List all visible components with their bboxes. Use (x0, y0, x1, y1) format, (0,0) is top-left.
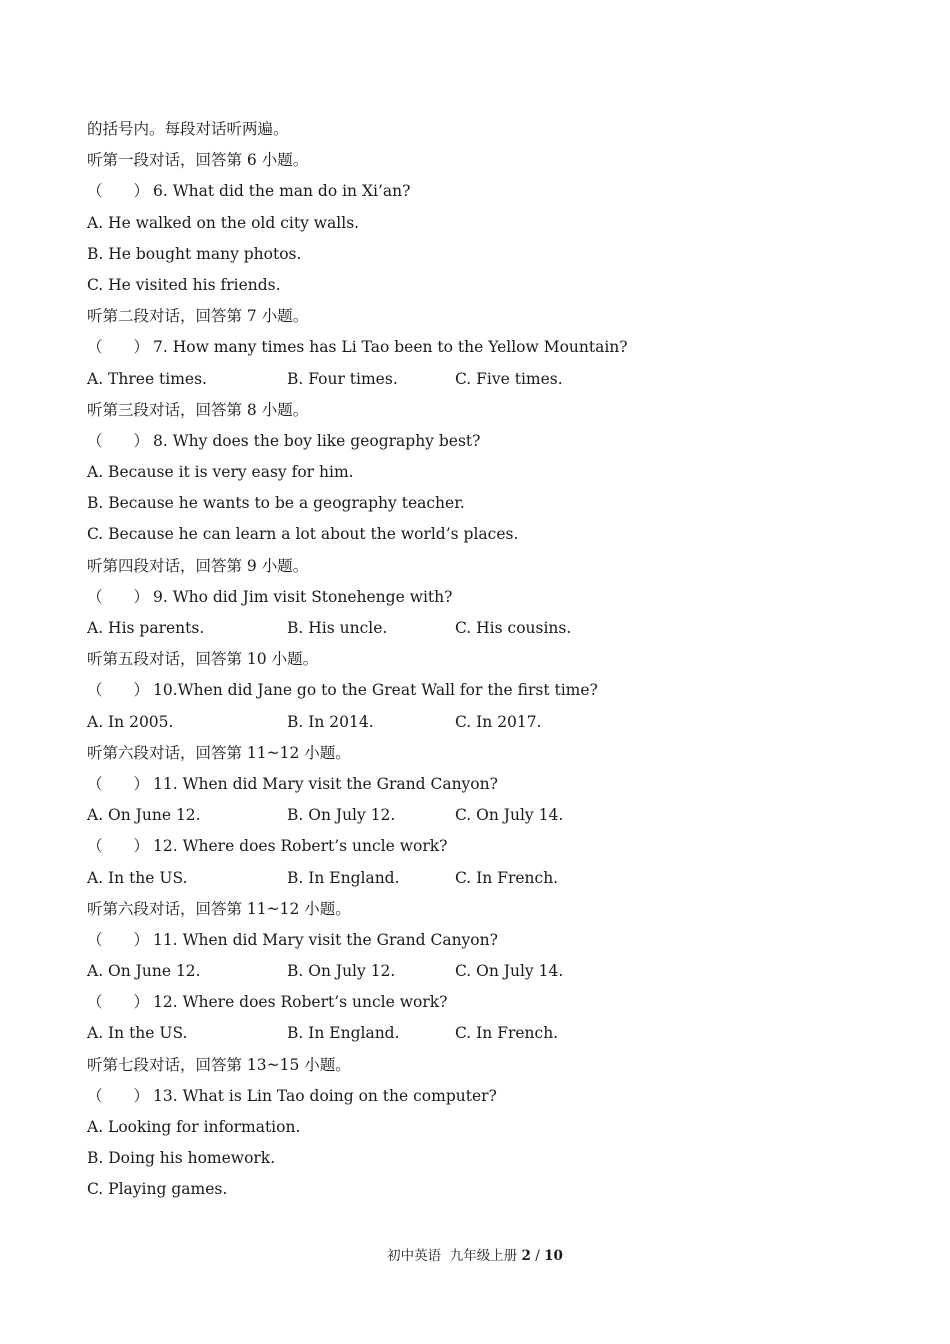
text-line: A. Because it is very easy for him. (87, 463, 354, 482)
text-line: 听第四段对话，回答第 9 小题。 (87, 556, 309, 575)
option-a: A. Three times. (87, 369, 207, 388)
question-line (87, 831, 887, 862)
footer-page-number: 2 (521, 1248, 531, 1264)
text-line: 听第二段对话，回答第 7 小题。 (87, 307, 309, 326)
footer-total-pages: 10 (544, 1248, 563, 1264)
option-c: C. In 2017. (455, 712, 542, 731)
question-text: 6. What did the man do in Xi’an? (153, 182, 411, 201)
text-line: B. Because he wants to be a geography teacher. (87, 494, 465, 513)
question-text: 7. How many times has Li Tao been to the Yellow Mountain? (153, 338, 628, 357)
option-b: B. In England. (287, 1024, 400, 1043)
option-a: A. In the US. (87, 868, 188, 887)
text-line: 听第三段对话，回答第 8 小题。 (87, 400, 309, 419)
text-line: C. He visited his friends. (87, 275, 281, 294)
question-line (87, 987, 887, 1018)
text-line: C. Playing games. (87, 1180, 228, 1199)
answer-bracket: （ ） (87, 993, 150, 1012)
option-a: A. In 2005. (87, 712, 174, 731)
options-line (87, 613, 887, 644)
question-text: 11. When did Mary visit the Grand Canyon? (153, 930, 498, 949)
text-line: B. He bought many photos. (87, 244, 302, 263)
footer-grade: 九年级上册 (449, 1248, 518, 1264)
option-b: B. On July 12. (287, 806, 396, 825)
answer-bracket: （ ） (87, 587, 150, 606)
option-c: C. On July 14. (455, 806, 564, 825)
answer-bracket: （ ） (87, 1086, 150, 1105)
options-line (87, 1018, 887, 1049)
option-a: A. On June 12. (87, 962, 201, 981)
question-line (87, 176, 887, 207)
text-line: 听第六段对话，回答第 11~12 小题。 (87, 899, 351, 918)
option-c: C. Five times. (455, 369, 563, 388)
text-line: A. He walked on the old city walls. (87, 213, 360, 232)
question-line (87, 332, 887, 363)
answer-bracket: （ ） (87, 338, 150, 357)
answer-bracket: （ ） (87, 774, 150, 793)
option-a: A. His parents. (87, 619, 205, 637)
question-line (87, 675, 887, 706)
question-text: 8. Why does the boy like geography best? (153, 431, 481, 450)
question-text: 12. Where does Robert’s uncle work? (153, 993, 448, 1012)
option-b: B. Four times. (287, 369, 398, 388)
document-content (87, 114, 887, 1206)
question-text: 9. Who did Jim visit Stonehenge with? (153, 587, 453, 606)
answer-bracket: （ ） (87, 837, 150, 856)
question-line (87, 426, 887, 457)
question-line (87, 925, 887, 956)
option-b: B. In 2014. (287, 712, 374, 731)
option-b: B. On July 12. (287, 962, 396, 981)
options-line (87, 364, 887, 395)
text-line: 听第一段对话，回答第 6 小题。 (87, 151, 309, 170)
option-c: C. In French. (455, 868, 559, 887)
text-line: 的括号内。每段对话听两遍。 (87, 120, 289, 138)
options-line (87, 863, 887, 894)
options-line (87, 800, 887, 831)
option-a: A. On June 12. (87, 806, 201, 825)
footer-subject: 初中英语 (387, 1248, 442, 1264)
option-c: C. In French. (455, 1024, 559, 1043)
option-c: C. His cousins. (455, 619, 572, 637)
question-text: 12. Where does Robert’s uncle work? (153, 837, 448, 856)
text-line: 听第六段对话，回答第 11~12 小题。 (87, 743, 351, 762)
text-line: C. Because he can learn a lot about the world’s places. (87, 525, 519, 544)
option-b: B. In England. (287, 868, 400, 887)
text-line: A. Looking for information. (87, 1118, 301, 1136)
options-line (87, 956, 887, 987)
answer-bracket: （ ） (87, 681, 150, 700)
text-line: 听第五段对话，回答第 10 小题。 (87, 650, 319, 669)
question-text: 11. When did Mary visit the Grand Canyon? (153, 774, 498, 793)
question-line (87, 769, 887, 800)
question-text: 10.When did Jane go to the Great Wall for the first time? (153, 681, 598, 700)
page-footer (0, 1244, 950, 1268)
answer-bracket: （ ） (87, 930, 150, 949)
answer-bracket: （ ） (87, 182, 150, 201)
text-line: 听第七段对话，回答第 13~15 小题。 (87, 1055, 351, 1074)
text-line: B. Doing his homework. (87, 1149, 276, 1168)
question-line (87, 582, 887, 613)
question-text: 13. What is Lin Tao doing on the computer? (153, 1086, 497, 1105)
option-a: A. In the US. (87, 1024, 188, 1043)
answer-bracket: （ ） (87, 431, 150, 450)
footer-separator: / (535, 1248, 540, 1264)
option-c: C. On July 14. (455, 962, 564, 981)
question-line (87, 1081, 887, 1112)
options-line (87, 707, 887, 738)
option-b: B. His uncle. (287, 619, 388, 637)
